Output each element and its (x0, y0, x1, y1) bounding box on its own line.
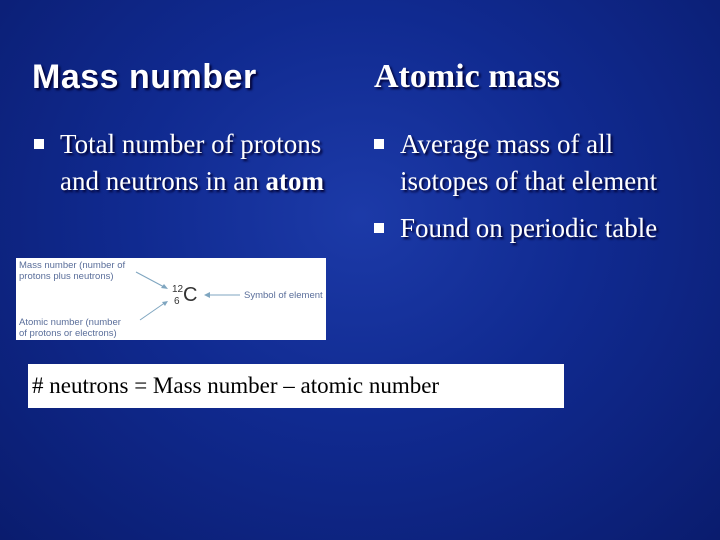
mass-number-label-line1: Mass number (number of (19, 260, 126, 271)
mass-number-value: 12 (172, 284, 184, 295)
arrowhead-icon (161, 284, 168, 289)
atomic-number-value: 6 (174, 296, 180, 307)
square-bullet-icon (34, 139, 44, 149)
bullet-item (32, 126, 352, 200)
atomic-mass-bullet-list (372, 126, 692, 247)
isotope-notation-svg (16, 258, 326, 340)
mass-number-label-line2: protons plus neutrons) (19, 271, 114, 282)
atomic-number-label-line1: Atomic number (number (19, 317, 121, 328)
bullet-text: Total number of protons and neutrons in an (60, 129, 322, 196)
neutron-formula-box: # neutrons = Mass number – atomic number (28, 364, 564, 408)
bullet-item (372, 210, 692, 247)
bullet-emphasis: atom (265, 166, 324, 196)
square-bullet-icon (374, 223, 384, 233)
mass-number-bullet-list (32, 126, 352, 200)
element-symbol: C (183, 284, 198, 306)
symbol-of-element-label: Symbol of element (244, 290, 323, 301)
isotope-notation-diagram (16, 258, 326, 340)
square-bullet-icon (374, 139, 384, 149)
bullet-item (372, 126, 692, 200)
bullet-text: Average mass of all isotopes of that element (400, 129, 658, 196)
bullet-text: Found on periodic table (400, 213, 658, 243)
atomic-mass-heading: Atomic mass (374, 58, 561, 95)
atomic-number-label-line2: of protons or electrons) (19, 328, 117, 339)
atomic-number-arrow (140, 302, 166, 320)
arrowhead-icon (204, 292, 210, 298)
mass-number-arrow (136, 272, 166, 288)
mass-number-heading: Mass number (32, 58, 257, 96)
arrowhead-icon (162, 301, 168, 306)
